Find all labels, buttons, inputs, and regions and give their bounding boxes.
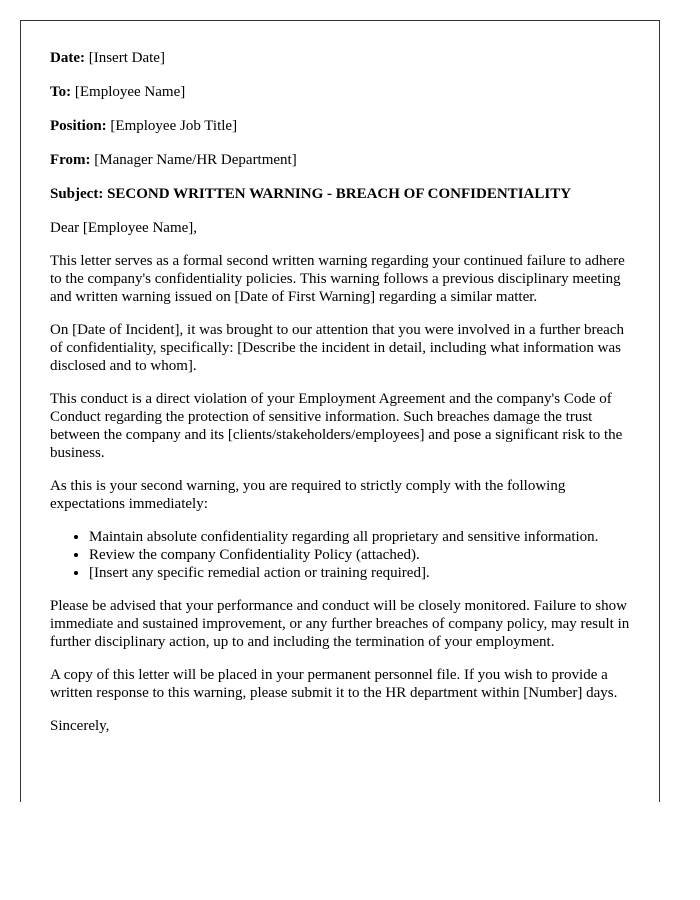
from-line xyxy=(50,151,631,169)
subject-line xyxy=(50,185,631,203)
paragraph-expectations-intro: As this is your second warning, you are required to strictly comply with the following expectations immediately: xyxy=(50,478,566,512)
from-value: [Manager Name/HR Department] xyxy=(94,152,297,168)
from-label: From: xyxy=(50,152,91,168)
position-line xyxy=(50,117,631,135)
date-value: [Insert Date] xyxy=(88,50,165,66)
list-item: • [Insert any specific remedial action or training required]. xyxy=(89,564,631,582)
expectations-list xyxy=(50,528,631,582)
list-item: • Review the company Confidentiality Policy (attached). xyxy=(89,546,631,564)
paragraph-violation: This conduct is a direct violation of your Employment Agreement and the company's Code of Conduct regarding the protection of sensitive information. Such breaches damage the trust between the company and its [clients/stakeholders/employees] and pose a significant risk to the business. xyxy=(50,391,623,461)
paragraph-incident: On [Date of Incident], it was brought to our attention that you were involved in a further breach of confidentiality, specifically: [Describe the incident in detail, including what information was disclosed and to whom]. xyxy=(50,322,624,374)
position-label: Position: xyxy=(50,118,107,134)
subject-value: SECOND WRITTEN WARNING - BREACH OF CONFIDENTIALITY xyxy=(107,186,572,202)
paragraph-monitoring: Please be advised that your performance and conduct will be closely monitored. Failure to show immediate and sustained improvement, or any further breaches of company policy, may result in further disciplinary action, up to and including the termination of your employment. xyxy=(50,598,630,650)
list-item: • Maintain absolute confidentiality regarding all proprietary and sensitive information. xyxy=(89,528,631,546)
date-label: Date: xyxy=(50,50,85,66)
date-line xyxy=(50,49,631,67)
subject-label: Subject: xyxy=(50,186,104,202)
position-value: [Employee Job Title] xyxy=(110,118,238,134)
letter-page xyxy=(20,20,660,802)
to-label: To: xyxy=(50,84,72,100)
paragraph-intro: This letter serves as a formal second written warning regarding your continued failure to adhere to the company's confidentiality policies. This warning follows a previous disciplinary meeting and written warning issued on [Date of First Warning] regarding a similar matter. xyxy=(50,253,625,305)
paragraph-personnel-file: A copy of this letter will be placed in your permanent personnel file. If you wish to provide a written response to this warning, please submit it to the HR department within [Number] days. xyxy=(50,667,618,701)
to-line xyxy=(50,83,631,101)
to-value: [Employee Name] xyxy=(74,84,186,100)
salutation: Dear [Employee Name], xyxy=(50,220,198,236)
sign-off: Sincerely, xyxy=(50,718,110,734)
